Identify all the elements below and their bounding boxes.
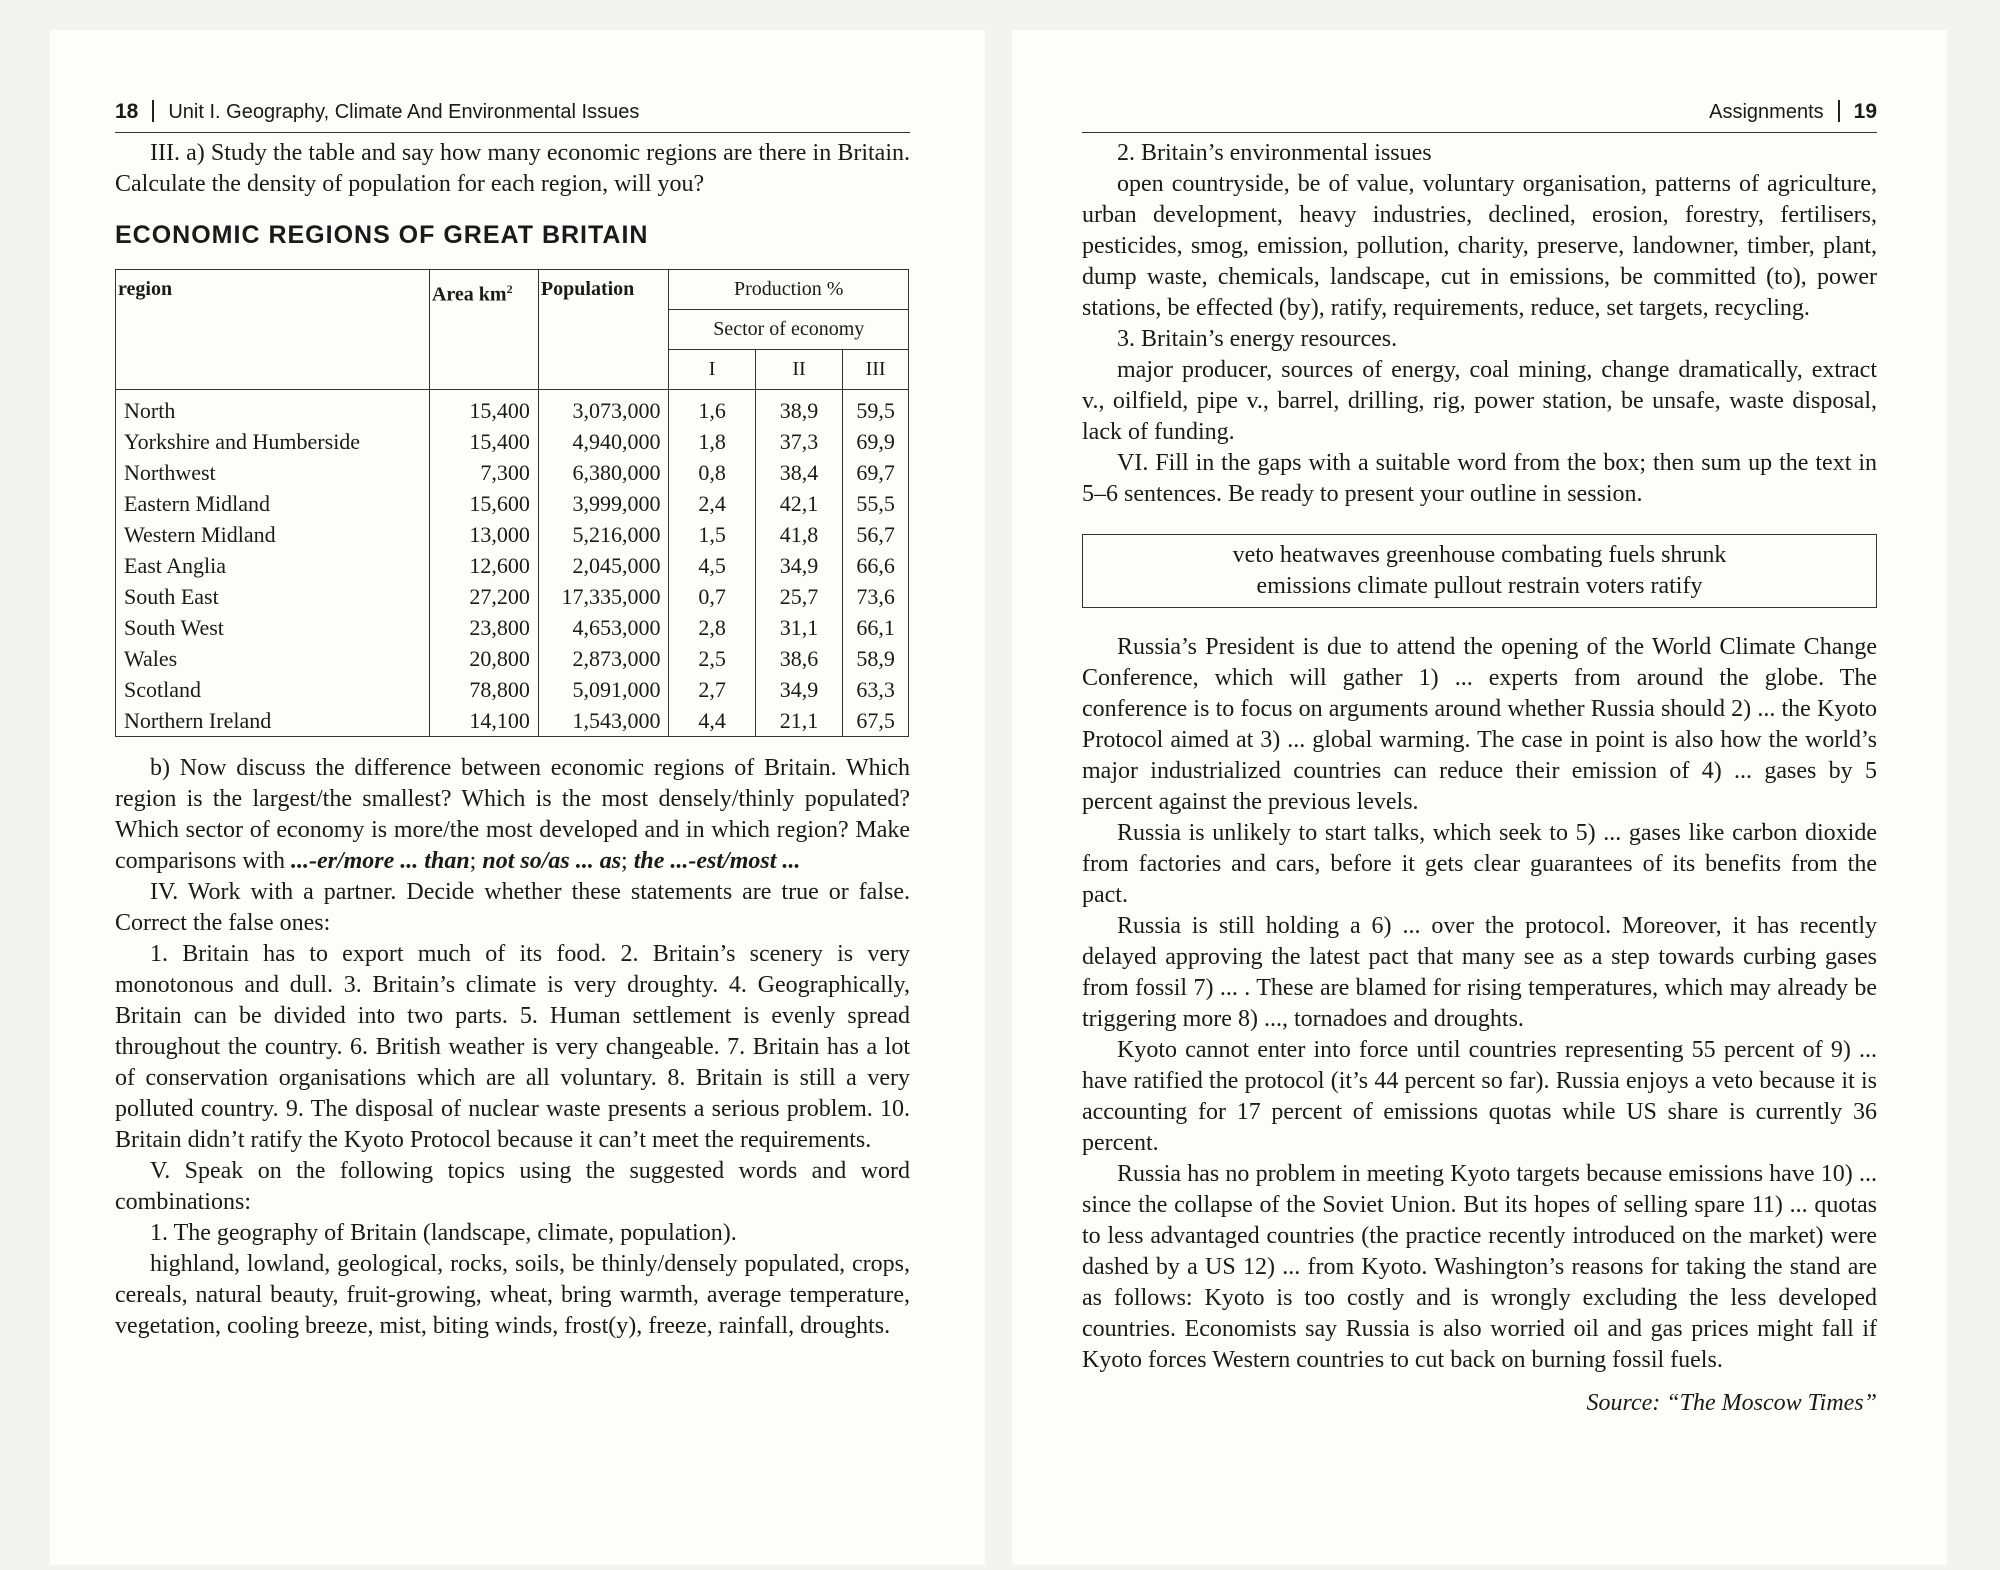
article-paragraph-4: Kyoto cannot enter into force until countries representing 55 percent of 9) ... have ratified the protocol (it’s 44 percent so far). Russia enjoys a veto because it is accounting for 17 percent of emissions quotas while US share is currently 36 percent.	[1082, 1037, 1877, 1156]
table-row	[116, 426, 909, 457]
col-header-sector-3: III	[843, 350, 909, 390]
cell-sector-1: 2,4	[669, 488, 755, 519]
cell-region: South East	[116, 581, 430, 612]
cell-region: Northwest	[116, 457, 430, 488]
economic-regions-table	[115, 269, 909, 737]
cell-region: East Anglia	[116, 550, 430, 581]
cell-region: Scotland	[116, 674, 430, 705]
col-header-region: region	[116, 270, 430, 390]
table-row	[116, 674, 909, 705]
cell-sector-2: 21,1	[755, 705, 842, 737]
cell-population: 4,940,000	[538, 426, 669, 457]
task-4-intro: IV. Work with a partner. Decide whether these statements are true or false. Correct the false ones:	[115, 879, 910, 936]
running-head-divider	[1838, 100, 1840, 122]
col-header-area: Area $km^2$	[429, 270, 538, 390]
topic-3-words: major producer, sources of energy, coal mining, change dramatically, extract v., oilfield, pipe v., barrel, drilling, rig, power station, be unsafe, waste disposal, lack of funding.	[1082, 357, 1877, 445]
cell-sector-1: 0,7	[669, 581, 755, 612]
cell-population: 4,653,000	[538, 612, 669, 643]
left-page	[50, 30, 985, 1565]
topic-1-title: 1. The geography of Britain (landscape, climate, population).	[150, 1220, 737, 1246]
table-row	[116, 390, 909, 427]
page-number-left: 18	[115, 100, 139, 123]
cell-region: Western Midland	[116, 519, 430, 550]
cell-sector-2: 38,6	[755, 643, 842, 674]
cell-sector-1: 4,4	[669, 705, 755, 737]
cell-sector-1: 1,6	[669, 390, 755, 427]
left-running-head	[115, 94, 910, 133]
cell-population: 3,073,000	[538, 390, 669, 427]
cell-sector-1: 2,5	[669, 643, 755, 674]
table-body	[116, 390, 909, 737]
cell-area: 15,400	[429, 390, 538, 427]
cell-sector-1: 4,5	[669, 550, 755, 581]
right-running-head	[1082, 94, 1877, 133]
cell-region: North	[116, 390, 430, 427]
right-page-content	[1082, 138, 1877, 1419]
cell-population: 17,335,000	[538, 581, 669, 612]
cell-region: South West	[116, 612, 430, 643]
cell-population: 5,216,000	[538, 519, 669, 550]
cell-area: 23,800	[429, 612, 538, 643]
cell-sector-2: 34,9	[755, 550, 842, 581]
cell-sector-2: 25,7	[755, 581, 842, 612]
table-title: ECONOMIC REGIONS OF GREAT BRITAIN	[115, 221, 649, 249]
table-row	[116, 519, 909, 550]
table-row	[116, 488, 909, 519]
cell-area: 78,800	[429, 674, 538, 705]
cell-sector-3: 73,6	[843, 581, 909, 612]
cell-sector-2: 42,1	[755, 488, 842, 519]
cell-sector-3: 58,9	[843, 643, 909, 674]
cell-sector-1: 1,8	[669, 426, 755, 457]
cell-sector-1: 1,5	[669, 519, 755, 550]
word-box	[1082, 534, 1877, 608]
article-paragraph-3: Russia is still holding a 6) ... over the protocol. Moreover, it has recently delayed approving the latest pact that many see as a step towards curbing gases from fossil 7) ... . These are blamed for rising temperatures, which may already be triggering more 8) ..., tornadoes and droughts.	[1082, 913, 1877, 1032]
article-source: Source: “The Moscow Times”	[1586, 1390, 1877, 1416]
cell-sector-3: 55,5	[843, 488, 909, 519]
topic-2-title: 2. Britain’s environmental issues	[1117, 140, 1432, 166]
cell-sector-1: 2,7	[669, 674, 755, 705]
cell-region: Wales	[116, 643, 430, 674]
cell-sector-3: 56,7	[843, 519, 909, 550]
task-6: VI. Fill in the gaps with a suitable word from the box; then sum up the text in 5–6 sentences. Be ready to present your outline in session.	[1082, 450, 1877, 507]
cell-sector-3: 66,1	[843, 612, 909, 643]
cell-sector-3: 66,6	[843, 550, 909, 581]
task-5-intro: V. Speak on the following topics using the suggested words and word combinations:	[115, 1158, 910, 1215]
table-row	[116, 550, 909, 581]
col-header-production: Production %	[669, 270, 909, 310]
article-paragraph-1: Russia’s President is due to attend the opening of the World Climate Change Conference, which will gather 1) ... experts from around the globe. The conference is to focus on arguments around whether Russia should 2) ... the Kyoto Protocol aimed at 3) ... global warming. The case in point is also how the world’s major industrialized countries can reduce their emission of 4) ... gases by 5 percent against the previous levels.	[1082, 634, 1877, 815]
cell-population: 3,999,000	[538, 488, 669, 519]
task-3b: b) Now discuss the difference between economic regions of Britain. Which region is the largest/the smallest? Which is the most densely/thinly populated? Which sector of economy is more/the most developed and in which region? Make comparisons with ...-er/more ... than; not so/as ... as; the ...-est/most ...	[115, 755, 910, 874]
task-3a: III. a) Study the table and say how many economic regions are there in Britain. Calculate the density of population for each region, will you?	[115, 140, 910, 197]
cell-region: Yorkshire and Humberside	[116, 426, 430, 457]
cell-area: 14,100	[429, 705, 538, 737]
cell-population: 2,045,000	[538, 550, 669, 581]
cell-sector-3: 69,7	[843, 457, 909, 488]
cell-sector-2: 34,9	[755, 674, 842, 705]
table-row	[116, 643, 909, 674]
article-paragraph-5: Russia has no problem in meeting Kyoto targets because emissions have 10) ... since the collapse of the Soviet Union. But its hopes of selling spare 11) ... quotas to less advantaged countries (the practice recently introduced on the market) were dashed by a US 12) ... from Kyoto. Washington’s reasons for taking the stand are as follows: Kyoto is too costly and is wrongly excluding the less developed countries. Economists say Russia is also worried oil and gas prices might fall if Kyoto forces Western countries to cut back on burning fossil fuels.	[1082, 1161, 1877, 1373]
cell-region: Northern Ireland	[116, 705, 430, 737]
cell-area: 15,400	[429, 426, 538, 457]
table-row	[116, 457, 909, 488]
cell-population: 5,091,000	[538, 674, 669, 705]
cell-population: 6,380,000	[538, 457, 669, 488]
table-row	[116, 705, 909, 737]
cell-sector-2: 38,9	[755, 390, 842, 427]
running-head-title: Unit I. Geography, Climate And Environmental Issues	[168, 101, 640, 123]
cell-sector-3: 69,9	[843, 426, 909, 457]
cell-sector-2: 37,3	[755, 426, 842, 457]
col-header-sector: Sector of economy	[669, 310, 909, 350]
col-header-population: Population	[538, 270, 669, 390]
article-paragraph-2: Russia is unlikely to start talks, which seek to 5) ... gases like carbon dioxide from factories and cars, before it gets clear guarantees of its benefits from the pact.	[1082, 820, 1877, 908]
cell-sector-3: 59,5	[843, 390, 909, 427]
table-row	[116, 581, 909, 612]
cell-population: 2,873,000	[538, 643, 669, 674]
left-page-content	[115, 138, 910, 1342]
cell-area: 13,000	[429, 519, 538, 550]
page-number-right: 19	[1853, 100, 1877, 123]
cell-area: 7,300	[429, 457, 538, 488]
running-head-section: Assignments	[1709, 101, 1824, 123]
cell-area: 20,800	[429, 643, 538, 674]
cell-area: 15,600	[429, 488, 538, 519]
cell-sector-1: 2,8	[669, 612, 755, 643]
cell-sector-3: 63,3	[843, 674, 909, 705]
col-header-sector-2: II	[755, 350, 842, 390]
word-box-line-1: veto heatwaves greenhouse combating fuels shrunk	[1232, 542, 1727, 568]
cell-region: Eastern Midland	[116, 488, 430, 519]
topic-3-title: 3. Britain’s energy resources.	[1117, 326, 1398, 352]
cell-area: 12,600	[429, 550, 538, 581]
col-header-sector-1: I	[669, 350, 755, 390]
cell-sector-3: 67,5	[843, 705, 909, 737]
cell-population: 1,543,000	[538, 705, 669, 737]
cell-sector-2: 31,1	[755, 612, 842, 643]
running-head-divider	[152, 100, 154, 122]
table-row	[116, 612, 909, 643]
cell-sector-1: 0,8	[669, 457, 755, 488]
task-4-statements: 1. Britain has to export much of its food. 2. Britain’s scenery is very monotonous and dull. 3. Britain’s climate is very droughty. 4. Geographically, Britain can be divided into two parts. 5. Human settlement is evenly spread throughout the country. 6. British weather is very changeable. 7. Britain has a lot of conservation organisations which are all voluntary. 8. Britain is still a very polluted country. 9. The disposal of nuclear waste presents a serious problem. 10. Britain didn’t ratify the Kyoto Protocol because it can’t meet the requirements.	[115, 941, 910, 1153]
word-box-line-2: emissions climate pullout restrain voters ratify	[1256, 573, 1703, 599]
topic-2-words: open countryside, be of value, voluntary organisation, patterns of agriculture, urban development, heavy industries, declined, erosion, forestry, fertilisers, pesticides, smog, emission, pollution, charity, preserve, landowner, timber, plant, dump waste, chemicals, landscape, cut in emissions, be committed (to), power stations, be effected (by), ratify, requirements, reduce, set targets, recycling.	[1082, 171, 1877, 321]
right-page	[1012, 30, 1947, 1565]
topic-1-words: highland, lowland, geological, rocks, soils, be thinly/densely populated, crops, cereals, natural beauty, fruit-growing, wheat, bring warmth, average temperature, vegetation, cooling breeze, mist, biting winds, frost(y), freeze, rainfall, droughts.	[115, 1251, 910, 1339]
cell-area: 27,200	[429, 581, 538, 612]
cell-sector-2: 38,4	[755, 457, 842, 488]
cell-sector-2: 41,8	[755, 519, 842, 550]
